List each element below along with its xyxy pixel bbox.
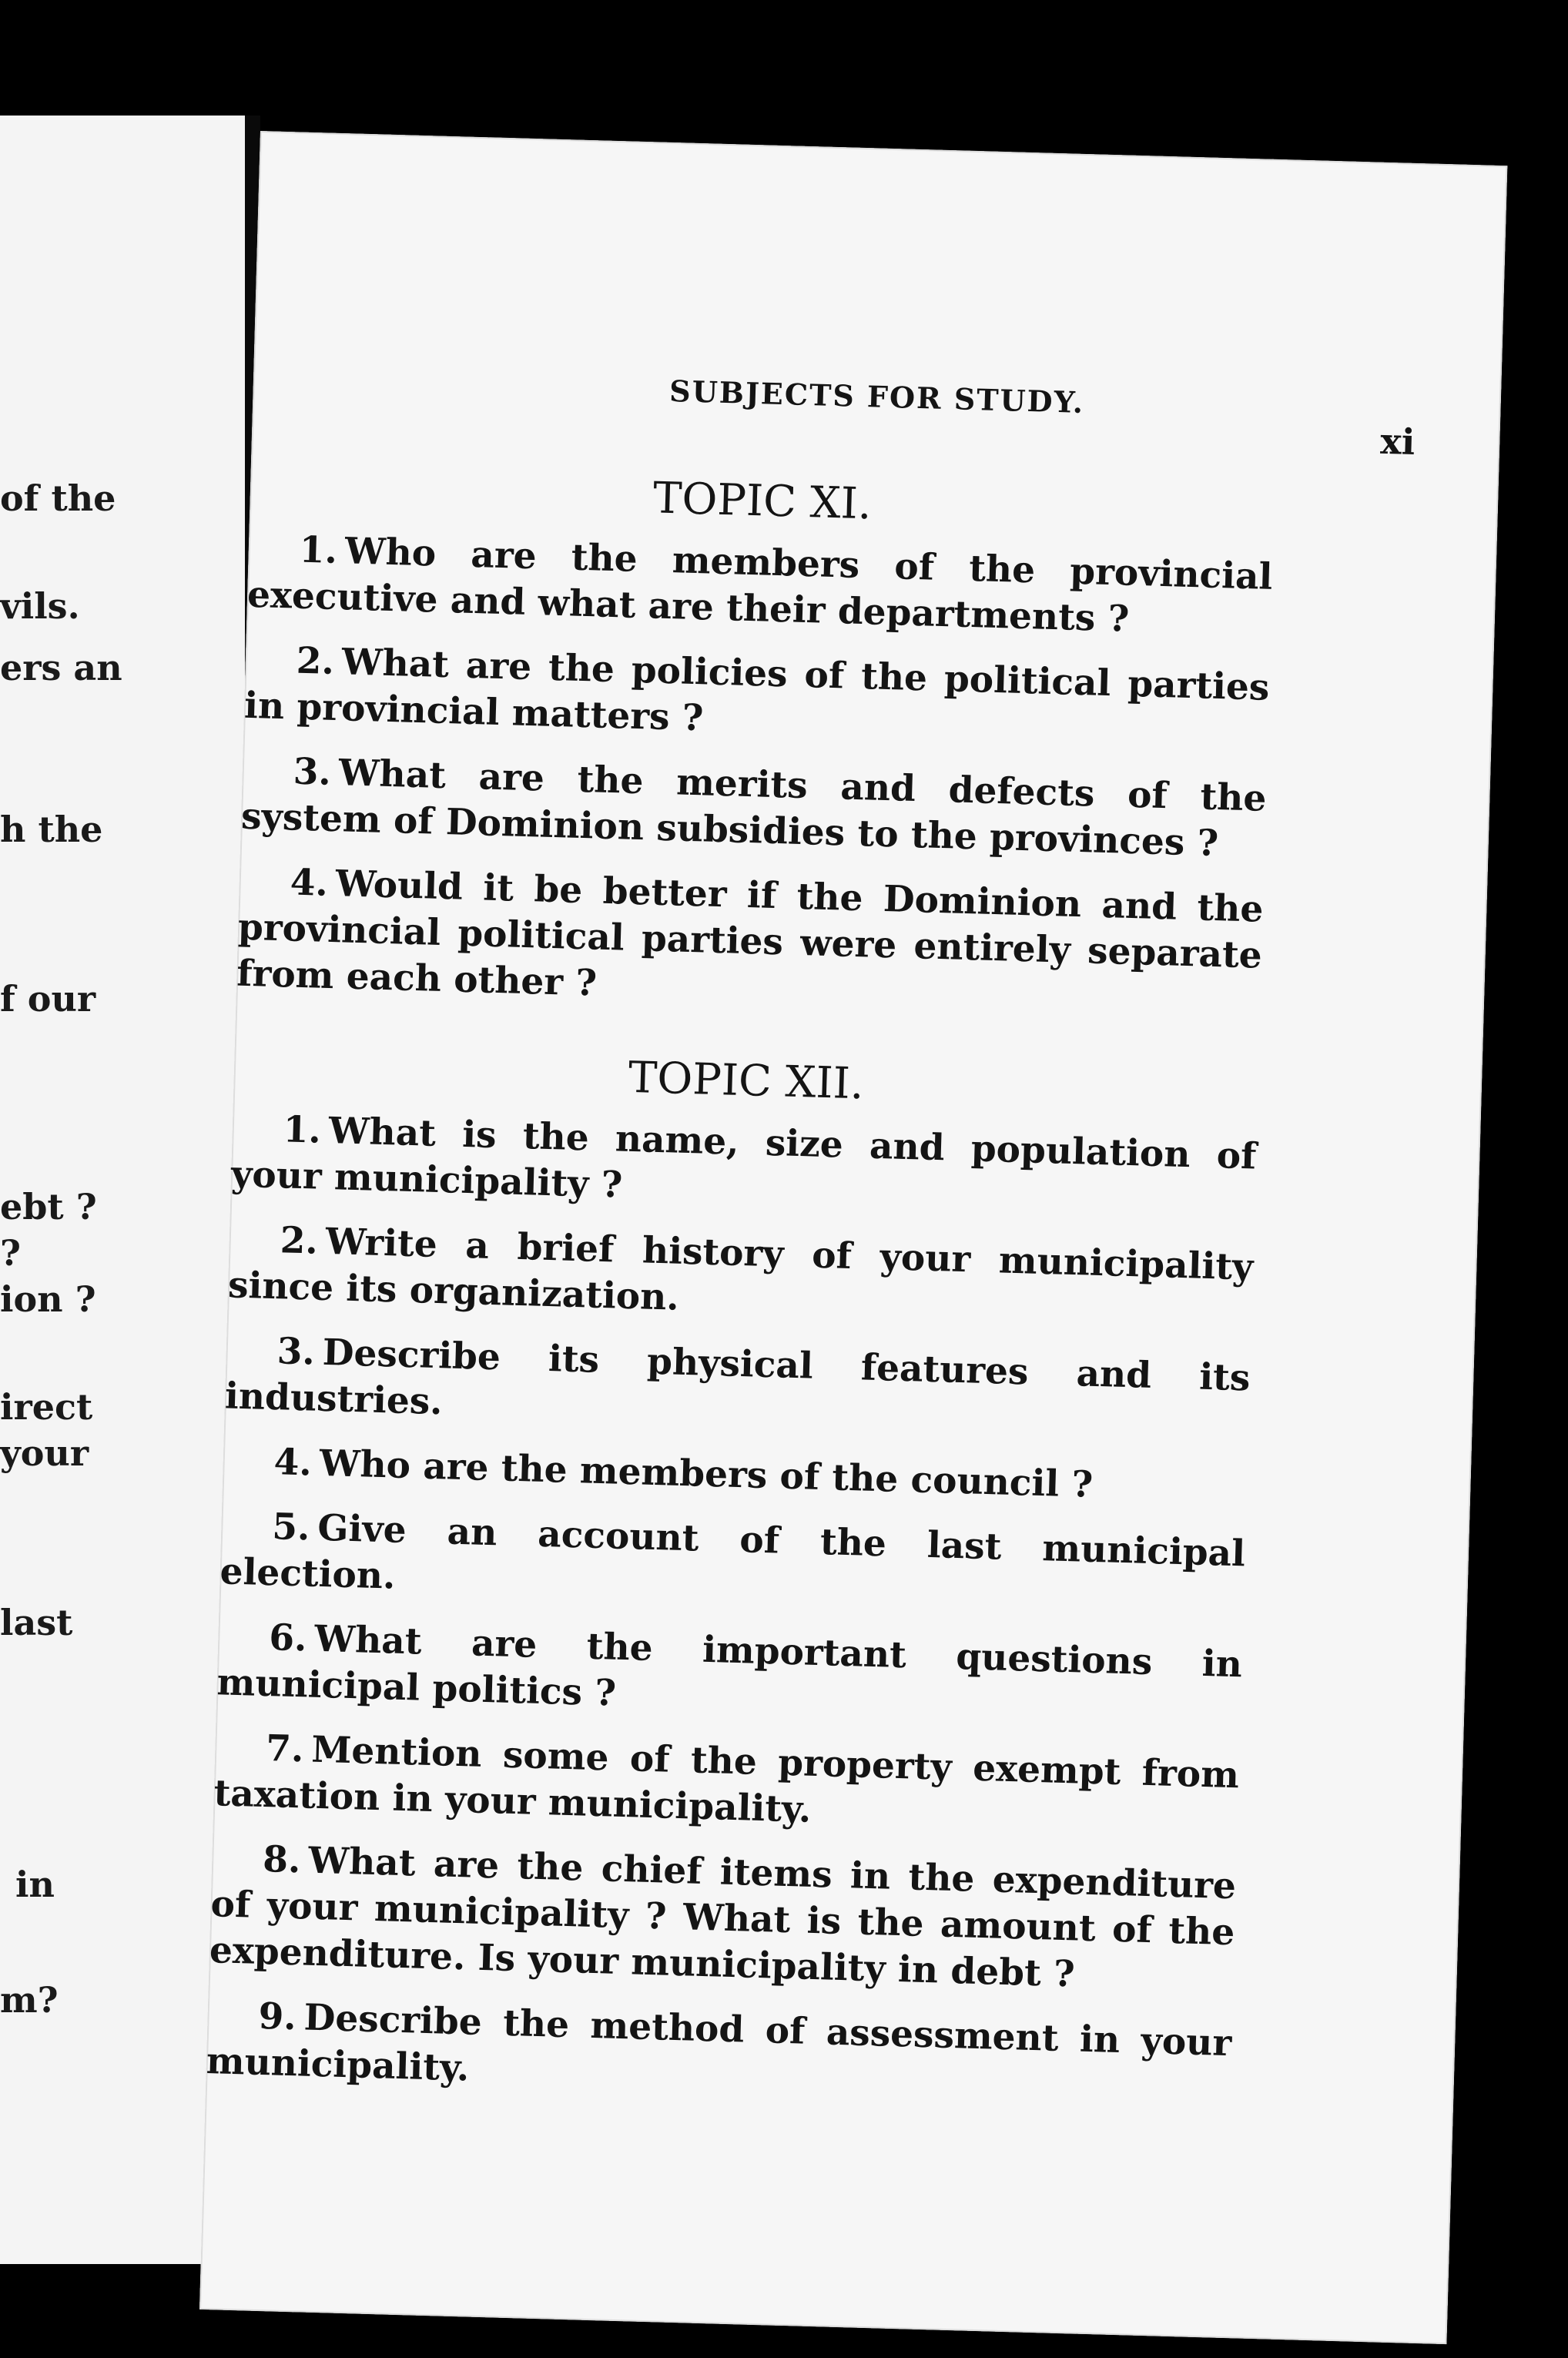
question bbox=[230, 1106, 1257, 1227]
question bbox=[219, 1502, 1246, 1623]
question bbox=[227, 1216, 1254, 1337]
topic-heading: TOPIC XII. bbox=[628, 1052, 865, 1110]
facing-page-fragment: in bbox=[15, 1864, 55, 1905]
facing-page-fragment: ebt ? bbox=[0, 1186, 97, 1228]
facing-page-fragment: f our bbox=[0, 978, 96, 1020]
question-number: 9. bbox=[257, 1995, 297, 2039]
topic-section bbox=[236, 462, 1275, 1026]
facing-page-fragment: m? bbox=[0, 1979, 59, 2021]
topic-section bbox=[206, 1042, 1258, 2114]
page-content bbox=[205, 462, 1275, 2132]
facing-page-fragment: of the bbox=[0, 477, 116, 519]
question-text: Give an account of the last municipal election. bbox=[219, 1506, 1246, 1598]
question-text: What is the name, size and population of your municipality ? bbox=[230, 1109, 1258, 1207]
question-number: 2. bbox=[280, 1219, 319, 1263]
question-text: What are the policies of the political parties in provincial matters ? bbox=[243, 641, 1271, 740]
facing-page-fragment: irect bbox=[0, 1386, 93, 1428]
question bbox=[213, 1724, 1240, 1845]
scan-border bbox=[1514, 0, 1568, 2358]
question-text: What are the important questions in municipal politics ? bbox=[216, 1617, 1243, 1715]
facing-page-fragment: vils. bbox=[0, 585, 80, 627]
question-number: 3. bbox=[293, 750, 332, 794]
question-number: 3. bbox=[276, 1330, 316, 1374]
question bbox=[224, 1327, 1251, 1448]
question-text: What are the chief items in the expenditure of your municipality ? What is the amount of the expenditure. Is your municipality in debt ? bbox=[209, 1839, 1237, 1996]
question bbox=[236, 859, 1265, 1026]
question bbox=[216, 1613, 1243, 1734]
question-number: 2. bbox=[296, 639, 335, 683]
question-text: What are the merits and defects of the system of Dominion subsidies to the provinces ? bbox=[240, 752, 1268, 866]
facing-page bbox=[0, 116, 245, 2264]
question-number: 1. bbox=[299, 528, 338, 572]
facing-page-fragment: ion ? bbox=[0, 1278, 96, 1320]
question-number: 1. bbox=[283, 1108, 322, 1152]
question bbox=[209, 1835, 1237, 2002]
facing-page-fragment: ? bbox=[0, 1232, 21, 1274]
book-page bbox=[199, 131, 1507, 2344]
question-text: Would it be better if the Dominion and the provincial political parties were entirely separate from each other ? bbox=[236, 862, 1265, 1005]
question-number: 6. bbox=[268, 1616, 308, 1660]
topic-heading: TOPIC XI. bbox=[652, 473, 873, 530]
question-number: 5. bbox=[271, 1506, 311, 1549]
facing-page-fragment: your bbox=[0, 1432, 89, 1474]
question-number: 7. bbox=[265, 1727, 305, 1771]
facing-page-fragment: h the bbox=[0, 809, 103, 850]
question bbox=[223, 1438, 1248, 1512]
question-text: Describe the method of assessment in your municipality. bbox=[206, 1996, 1232, 2090]
question-text: Who are the members of the council ? bbox=[319, 1442, 1094, 1506]
question-text: Who are the members of the provincial executive and what are their departments ? bbox=[246, 530, 1274, 641]
question-text: Describe its physical features and its industries. bbox=[224, 1331, 1251, 1424]
page-number: xi bbox=[1379, 420, 1416, 464]
question-number: 8. bbox=[262, 1837, 302, 1882]
question bbox=[240, 748, 1267, 869]
question-text: Mention some of the property exempt from taxation in your municipality. bbox=[213, 1728, 1240, 1831]
question bbox=[206, 1992, 1232, 2113]
question bbox=[243, 637, 1270, 758]
question-text: Write a brief history of your municipality since its organization. bbox=[227, 1220, 1255, 1319]
question-number: 4. bbox=[273, 1441, 313, 1485]
facing-page-fragment: last bbox=[0, 1602, 73, 1643]
question bbox=[246, 526, 1273, 647]
facing-page-fragment: ers an bbox=[0, 647, 122, 688]
running-title: SUBJECTS FOR STUDY. bbox=[668, 373, 1085, 420]
question-number: 4. bbox=[289, 861, 329, 905]
